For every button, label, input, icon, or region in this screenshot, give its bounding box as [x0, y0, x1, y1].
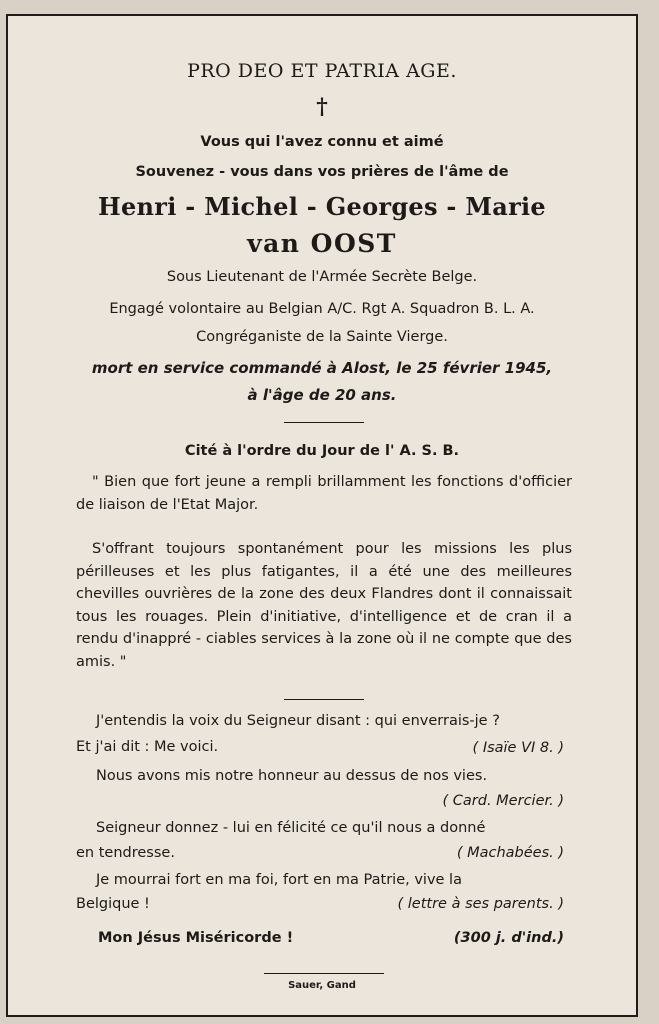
- quote-3-line-1: Seigneur donnez - lui en félicité ce qu'il nous a donné: [96, 820, 486, 836]
- divider-2: [284, 699, 364, 700]
- closing-prayer: Mon Jésus Miséricorde !: [98, 930, 294, 946]
- quote-1-source: ( Isaïe VI 8. ): [472, 740, 564, 756]
- quote-3-line-2: en tendresse.: [76, 845, 175, 861]
- quote-3-source: ( Machabées. ): [456, 845, 564, 861]
- quote-4-line-2: Belgique !: [76, 896, 150, 912]
- citation-heading: Cité à l'ordre du Jour de l' A. S. B.: [184, 443, 460, 459]
- quote-1-line-1: J'entendis la voix du Seigneur disant : qui enverrais-je ?: [96, 713, 500, 729]
- given-names: Henri - Michel - Georges - Marie: [97, 192, 547, 221]
- cross-icon: †: [316, 94, 328, 120]
- quote-4-line-1: Je mourrai fort en ma foi, fort en ma Patrie, vive la: [96, 872, 462, 888]
- quote-1-line-2: Et j'ai dit : Me voici.: [76, 739, 219, 755]
- death-line-1: mort en service commandé à Alost, le 25 février 1945,: [91, 359, 553, 377]
- role-line-1: Sous Lieutenant de l'Armée Secrète Belge.: [166, 269, 478, 285]
- intro-line-1: Vous qui l'avez connu et aimé: [200, 134, 444, 150]
- citation-paragraph-1: " Bien que fort jeune a rempli brillamment les fonctions d'officier de liaison de l'Etat Major.: [76, 474, 572, 513]
- quote-2-source: ( Card. Mercier. ): [442, 793, 564, 809]
- divider-1: [284, 422, 364, 423]
- role-line-2: Engagé volontaire au Belgian A/C. Rgt A. Squadron B. L. A.: [109, 301, 535, 317]
- role-line-3: Congréganiste de la Sainte Vierge.: [196, 329, 448, 345]
- surname: van OOST: [247, 229, 397, 258]
- motto: PRO DEO ET PATRIA AGE.: [187, 60, 457, 82]
- memorial-card: [6, 14, 638, 1017]
- printer-imprint: Sauer, Gand: [288, 980, 356, 991]
- quote-4-source: ( lettre à ses parents. ): [397, 896, 564, 912]
- citation-paragraph-2: S'offrant toujours spontanément pour les missions les plus périlleuses et les plus fatigantes, il a été une des meilleures chevilles ouvrières de la zone des deux Flandres dont il connaissait tous les rouages. Plein d'initiative, d'intelligence et de cran il a rendu d'inappré - ciables services à la zone où il ne compte que des amis. ": [76, 541, 572, 670]
- divider-3: [264, 973, 384, 974]
- indulgence: (300 j. d'ind.): [453, 930, 564, 946]
- quote-2-line-1: Nous avons mis notre honneur au dessus de nos vies.: [96, 768, 488, 784]
- intro-line-2: Souvenez - vous dans vos prières de l'âme de: [135, 164, 509, 180]
- death-line-2: à l'âge de 20 ans.: [247, 386, 397, 404]
